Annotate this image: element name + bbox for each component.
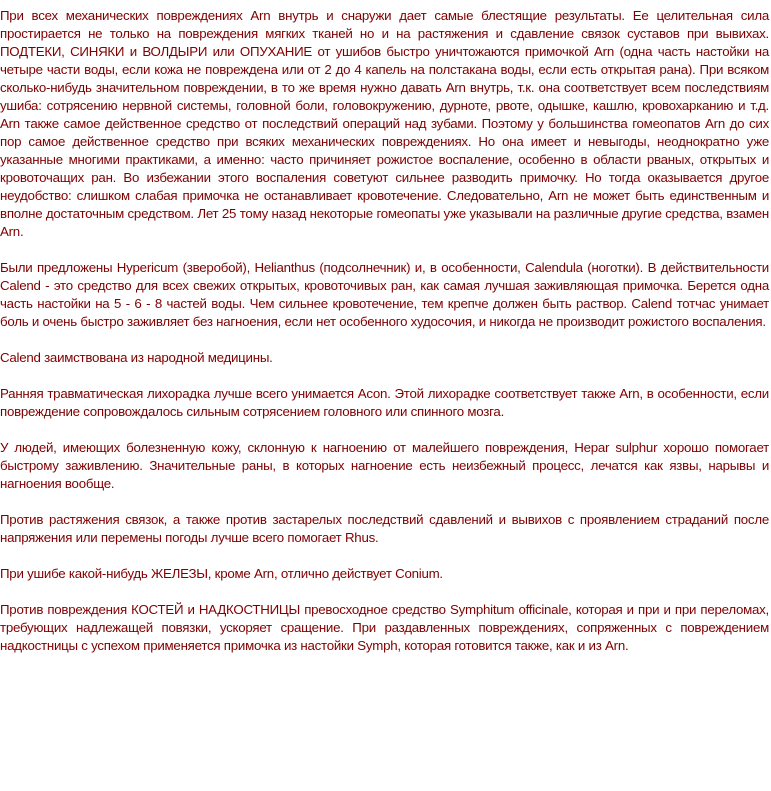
article-body [0,7,769,655]
paragraph-hepar-sulphur: У людей, имеющих болезненную кожу, склонную к нагноению от малейшего повреждения, Hepar sulphur хорошо помогает быстрому заживлению. Значительные раны, в которых нагноение есть неизбежный процесс, лечатся как язвы, нарывы и нагноения вообще. [0,440,769,491]
paragraph-calendula: Были предложены Hypericum (зверобой), Helianthus (подсолнечник) и, в особенности, Calendula (ноготки). В действительности Calend - это средство для всех свежих открытых, кровоточивых ран, как самая лучшая заживляющая примочка. Берется одна часть настойки на 5 - 6 - 8 частей воды. Чем сильнее кровотечение, тем крепче должен быть раствор. Calend тотчас унимает боль и очень быстро заживляет без нагноения, если нет особенного худосочия, и никогда не производит рожистого воспаления. [0,260,769,329]
paragraph-arnica: При всех механических повреждениях Arn внутрь и снаружи дает самые блестящие результаты. Ее целительная сила простирается не только на повреждения мягких тканей но и на растяжения и сдавление связок суставов при вывихах. ПОДТЕКИ, СИНЯКИ и ВОЛДЫРИ или ОПУХАНИЕ от ушибов быстро уничтожаются примочкой Arn (одна часть настойки на четыре части воды, если кожа не повреждена или от 2 до 4 капель на полстакана воды, если есть открытая рана). При всяком сколько-нибудь значительном повреждении, в то же время нужно давать Arn внутрь, т.к. она соответствует всем последствиям ушиба: сотрясению нервной системы, головной боли, головокружению, дурноте, рвоте, одышке, кашлю, кровохарканию и т.д. Arn также самое действенное средство от последствий операций над зубами. Поэтому у большинства гомеопатов Arn до сих пор самое действенное средство при всяких механических повреждениях. Но она имеет и невыгоды, неоднократно уже указанные многими практиками, а именно: часто причиняет рожистое воспаление, особенно в области рваных, открытых и кровоточащих ран. Во избежании этого воспаления советуют сильнее разводить примочку. Но тогда оказывается другое неудобство: слишком слабая примочка не останавливает кровотечение. Следовательно, Arn не может быть единственным и вполне достаточным средством. Лет 25 тому назад некоторые гомеопаты уже указывали на различные другие средства, взамен Arn. [0,8,769,239]
paragraph-rhus: Против растяжения связок, а также против застарелых последствий сдавлений и вывихов с проявлением страданий после напряжения или перемены погоды лучше всего помогает Rhus. [0,512,769,545]
paragraph-calendula-origin: Calend заимствована из народной медицины. [0,350,273,365]
paragraph-traumatic-fever: Ранняя травматическая лихорадка лучше всего унимается Acon. Этой лихорадке соответствует также Arn, в особенности, если повреждение сопровождалось сильным сотрясением головного или спинного мозга. [0,386,769,419]
paragraph-symphytum: Против повреждения КОСТЕЙ и НАДКОСТНИЦЫ превосходное средство Symphitum officinale, которая и при и при переломах, требующих надлежащей повязки, ускоряет сращение. При раздавленных повреждениях, сопряженных с повреждением надкостницы с успехом применяется примочка из настойки Symph, которая готовится также, как и из Arn. [0,602,769,653]
paragraph-conium: При ушибе какой-нибудь ЖЕЛЕЗЫ, кроме Arn, отлично действует Conium. [0,566,443,581]
